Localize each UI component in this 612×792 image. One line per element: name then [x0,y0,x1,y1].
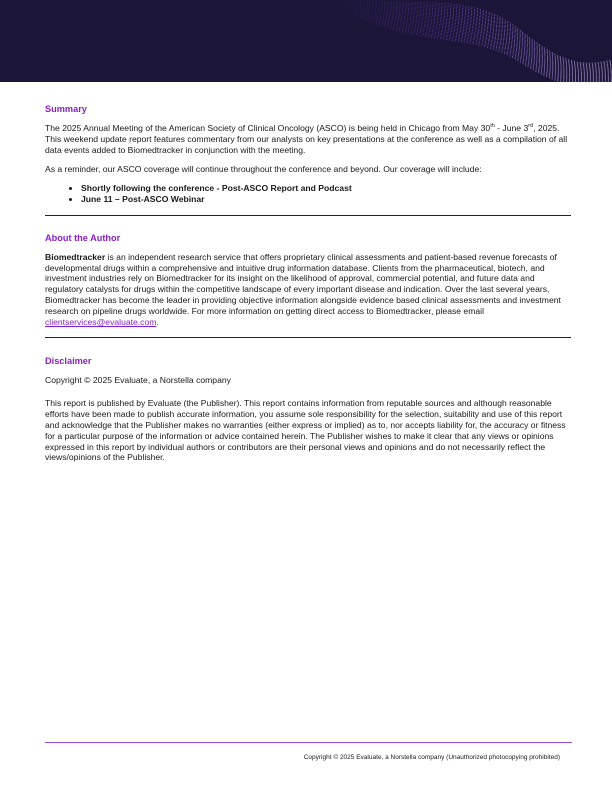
wave-line [340,2,612,76]
author-paragraph: Biomedtracker is an independent research service that offers proprietary clinical assessments and patient-based revenue forecasts of developmental drugs within a comprehensive and intuitive drug information database. Clients from the pharmaceutical, biotech, and investment industries rely on Biomedtracker for its insight on the likelihood of approval, commercial potential, and future data and regulatory catalysts for drugs within the competitive landscape of every important disease and indication. Over the last several years, Biomedtracker has become the leader in providing objective information alongside evidence based clinical assessments and investment research on pipeline drugs worldwide. For more information on getting direct access to Biomedtracker, please email clientservices@evaluate.com. [45,251,561,328]
section-divider [45,337,571,338]
list-item: • Shortly following the conference - Post-ASCO Report and Podcast [81,183,571,195]
wave-line [340,6,612,82]
list-item: • June 11 – Post-ASCO Webinar [81,194,571,206]
wave-line [340,2,612,75]
wave-line [340,1,612,73]
decorative-wave-graphic [0,0,612,82]
wave-line [340,0,612,66]
footer-copyright: Copyright © 2025 Evaluate, a Norstella company (Unauthorized photocopying prohibited) [303,754,560,761]
summary-paragraph-1: The 2025 Annual Meeting of the American Society of Clinical Oncology (ASCO) is being held in Chicago from May 30th - June 3rd, 2025. This weekend update report features commentary from our analysts on key presentations at the conference as well as a compilation of all data events added to Biomedtracker in conjunction with the meeting. [45,123,568,155]
wave-line [340,0,612,63]
wave-line [340,8,612,82]
author-name: Biomedtracker [45,251,106,262]
email-link[interactable]: clientservices@evaluate.com [45,317,157,328]
disclaimer-paragraph: This report is published by Evaluate (the Publisher). This report contains information from reputable sources and although reasonable efforts have been made to publish accurate information, you assume sole responsibility for the selection, suitability and use of this report and acknowledge that the Publisher makes no warranties (either express or implied) as to, nor accepts liability for, the accuracy or fitness for a particular purpose of the information or advice contained herein. The Publisher wishes to make it clear that any views or opinions expressed in this report by individual authors or contributors are their personal views and opinions and do not necessarily reflect the views/opinions of the Publisher. [45,397,566,463]
wave-line [340,0,612,64]
wave-line [340,0,612,70]
coverage-list [45,183,571,206]
wave-line [340,0,612,69]
header-banner [0,0,612,82]
disclaimer-copyright: Copyright © 2025 Evaluate, a Norstella company [45,374,231,385]
summary-heading: Summary [45,104,87,114]
footer-divider [45,742,572,743]
wave-line [340,1,612,74]
main-content [45,104,571,471]
wave-line [340,4,612,79]
wave-line [340,0,612,67]
author-heading: About the Author [45,232,121,243]
disclaimer-heading: Disclaimer [45,355,92,366]
section-divider [45,215,571,216]
wave-line [340,0,612,72]
summary-paragraph-2: As a reminder, our ASCO coverage will continue throughout the conference and beyond. Our coverage will include: [45,163,482,174]
wave-line [340,0,612,68]
wave-line [340,0,612,65]
